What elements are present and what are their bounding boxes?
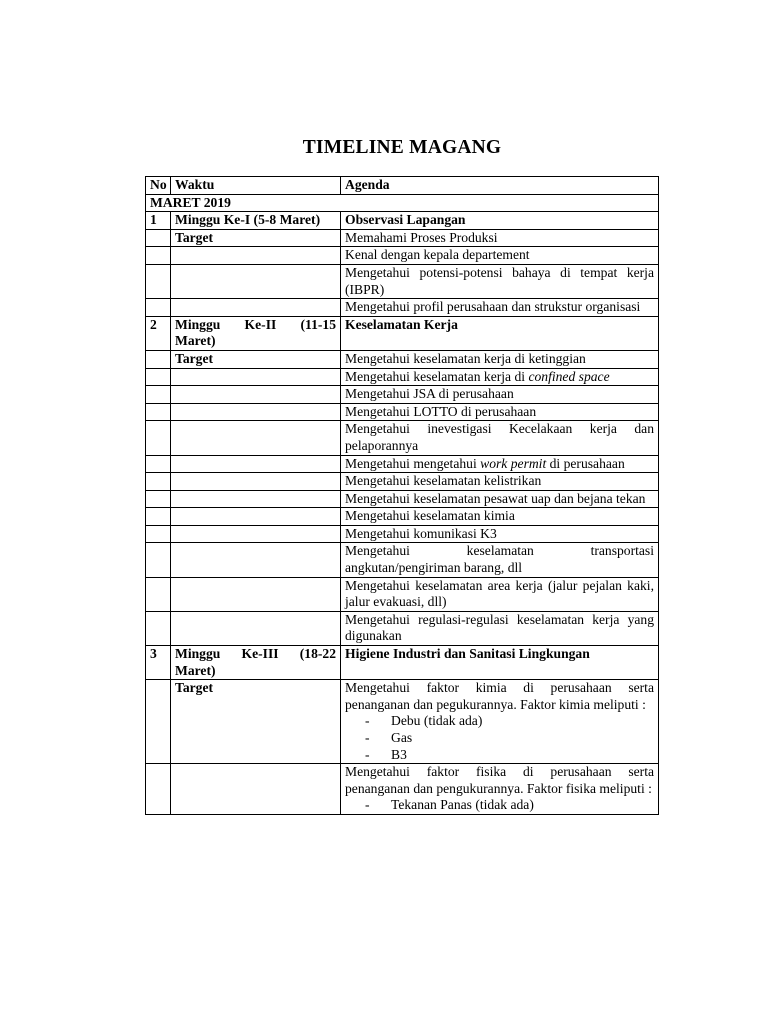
agenda-item: Mengetahui keselamatan area kerja (jalur pejalan kaki, jalur evakuasi, dll) <box>341 577 659 611</box>
empty-cell <box>146 455 171 473</box>
target-row <box>146 764 659 815</box>
empty-cell <box>146 577 171 611</box>
target-row <box>146 247 659 265</box>
target-row <box>146 350 659 368</box>
week-number: 3 <box>146 646 171 680</box>
empty-cell <box>146 473 171 491</box>
target-row <box>146 386 659 404</box>
week-topic: Higiene Industri dan Sanitasi Lingkungan <box>341 646 659 680</box>
empty-cell <box>171 543 341 577</box>
empty-cell <box>171 611 341 645</box>
agenda-item <box>341 680 659 764</box>
target-row <box>146 264 659 298</box>
agenda-emphasis: work permit <box>480 455 547 471</box>
week-row <box>146 316 659 350</box>
target-row <box>146 368 659 386</box>
empty-cell <box>171 386 341 404</box>
agenda-item: Mengetahui LOTTO di perusahaan <box>341 403 659 421</box>
empty-cell <box>171 403 341 421</box>
agenda-item: Mengetahui regulasi-regulasi keselamatan kerja yang digunakan <box>341 611 659 645</box>
empty-cell <box>146 680 171 764</box>
target-row <box>146 403 659 421</box>
week-topic: Observasi Lapangan <box>341 212 659 230</box>
empty-cell <box>171 577 341 611</box>
empty-cell <box>146 525 171 543</box>
target-row <box>146 680 659 764</box>
agenda-text: Mengetahui faktor kimia di perusahaan serta penanganan dan pegukurannya. Faktor kimia meliputi : <box>345 680 654 712</box>
empty-cell <box>171 368 341 386</box>
empty-cell <box>171 525 341 543</box>
week-number: 2 <box>146 316 171 350</box>
empty-cell <box>146 264 171 298</box>
week-period: Minggu Ke-I (5-8 Maret) <box>171 212 341 230</box>
target-row <box>146 473 659 491</box>
empty-cell <box>146 421 171 455</box>
header-no: No <box>146 177 171 195</box>
target-row <box>146 577 659 611</box>
empty-cell <box>146 611 171 645</box>
agenda-item <box>341 455 659 473</box>
target-row <box>146 299 659 317</box>
empty-cell <box>171 490 341 508</box>
empty-cell <box>146 247 171 265</box>
target-row <box>146 508 659 526</box>
target-row <box>146 455 659 473</box>
empty-cell <box>171 299 341 317</box>
target-row <box>146 421 659 455</box>
agenda-item: Mengetahui profil perusahaan dan strukstur organisasi <box>341 299 659 317</box>
empty-cell <box>146 508 171 526</box>
week-number: 1 <box>146 212 171 230</box>
week-period: Minggu Ke-II (11-15 Maret) <box>171 316 341 350</box>
target-row <box>146 229 659 247</box>
empty-cell <box>146 386 171 404</box>
timeline-table <box>145 176 659 815</box>
agenda-item: Mengetahui keselamatan kimia <box>341 508 659 526</box>
month-label: MARET 2019 <box>146 194 659 212</box>
target-label: Target <box>171 680 341 764</box>
agenda-text: Mengetahui mengetahui <box>345 455 481 471</box>
empty-cell <box>171 764 341 815</box>
agenda-item: Mengetahui keselamatan kelistrikan <box>341 473 659 491</box>
agenda-item: Memahami Proses Produksi <box>341 229 659 247</box>
target-row <box>146 490 659 508</box>
empty-cell <box>171 473 341 491</box>
empty-cell <box>146 403 171 421</box>
empty-cell <box>146 368 171 386</box>
header-waktu: Waktu <box>171 177 341 195</box>
target-row <box>146 525 659 543</box>
page-title: TIMELINE MAGANG <box>302 137 502 158</box>
empty-cell <box>146 350 171 368</box>
agenda-item <box>341 368 659 386</box>
week-topic: Keselamatan Kerja <box>341 316 659 350</box>
week-row <box>146 212 659 230</box>
agenda-item: Kenal dengan kepala departement <box>341 247 659 265</box>
empty-cell <box>171 247 341 265</box>
list-item: - Tekanan Panas (tidak ada) <box>365 797 654 814</box>
list-item: - Debu (tidak ada) <box>365 713 654 730</box>
empty-cell <box>146 299 171 317</box>
dash-list <box>345 797 654 814</box>
agenda-text: Mengetahui faktor fisika di perusahaan serta penanganan dan pengukurannya. Faktor fisika meliputi : <box>345 764 654 796</box>
target-row <box>146 543 659 577</box>
agenda-item: Mengetahui keselamatan kerja di ketinggian <box>341 350 659 368</box>
empty-cell <box>146 543 171 577</box>
agenda-item <box>341 764 659 815</box>
list-item: - Gas <box>365 730 654 747</box>
table-header-row <box>146 177 659 195</box>
agenda-item: Mengetahui keselamatan pesawat uap dan bejana tekan <box>341 490 659 508</box>
agenda-emphasis: confined space <box>528 368 610 384</box>
agenda-text: di perusahaan <box>546 455 625 471</box>
timeline-table-body <box>146 177 659 815</box>
empty-cell <box>146 764 171 815</box>
empty-cell <box>171 455 341 473</box>
list-item: - B3 <box>365 747 654 764</box>
target-label: Target <box>171 350 341 368</box>
agenda-text: Mengetahui keselamatan kerja di <box>345 368 529 384</box>
empty-cell <box>171 264 341 298</box>
empty-cell <box>146 229 171 247</box>
week-period: Minggu Ke-III (18-22 Maret) <box>171 646 341 680</box>
agenda-item: Mengetahui potensi-potensi bahaya di tempat kerja (IBPR) <box>341 264 659 298</box>
dash-list <box>345 713 654 763</box>
empty-cell <box>146 490 171 508</box>
agenda-item: Mengetahui JSA di perusahaan <box>341 386 659 404</box>
month-row <box>146 194 659 212</box>
empty-cell <box>171 508 341 526</box>
target-row <box>146 611 659 645</box>
target-label: Target <box>171 229 341 247</box>
agenda-item: Mengetahui inevestigasi Kecelakaan kerja dan pelaporannya <box>341 421 659 455</box>
week-row <box>146 646 659 680</box>
agenda-item: Mengetahui keselamatan transportasi angkutan/pengiriman barang, dll <box>341 543 659 577</box>
header-agenda: Agenda <box>341 177 659 195</box>
agenda-item: Mengetahui komunikasi K3 <box>341 525 659 543</box>
empty-cell <box>171 421 341 455</box>
